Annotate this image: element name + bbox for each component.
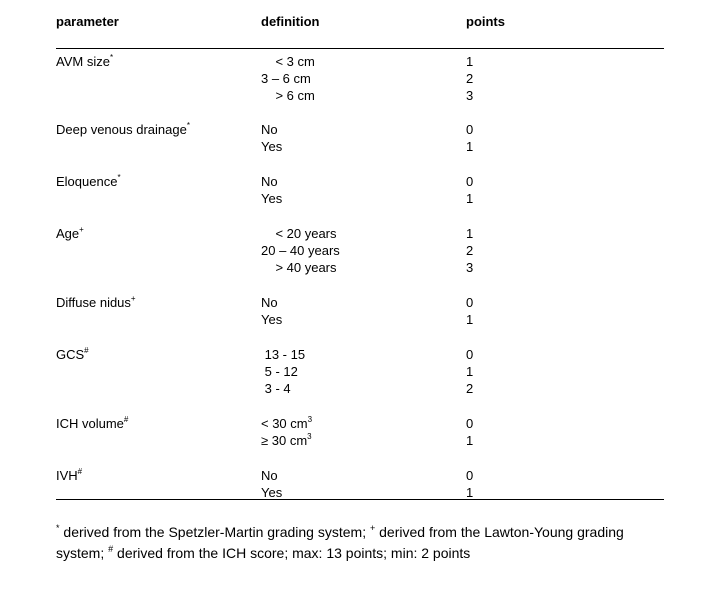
row-parameter-cell [56, 225, 84, 242]
definition-text: > 6 cm [261, 88, 315, 103]
header-points: points [466, 14, 505, 29]
definition-line [261, 138, 282, 155]
bottom-rule [56, 499, 664, 500]
footnote-text-lawton: derived from the Lawton-Young grading system; [56, 524, 624, 561]
definition-text: < 3 cm [261, 54, 315, 69]
row-definition-cell [261, 467, 282, 501]
points-value: 0 [466, 122, 474, 137]
points-value: 3 [466, 260, 474, 275]
row-parameter-label: Deep venous drainage [56, 122, 187, 137]
definition-line [261, 467, 282, 484]
points-value: 0 [466, 347, 474, 362]
row-points-cell [466, 225, 473, 276]
row-definition-cell [261, 121, 282, 155]
definition-text: > 40 years [261, 260, 337, 275]
definition-text: < 20 years [261, 226, 337, 241]
footnote-mark-ich: # [108, 544, 114, 554]
definition-line [261, 432, 312, 449]
definition-text: ≥ 30 cm [261, 433, 308, 448]
row-definition-cell [261, 225, 340, 276]
points-value: 1 [466, 226, 474, 241]
definition-line [261, 380, 305, 397]
points-value: 1 [466, 364, 474, 379]
row-parameter-mark: + [79, 225, 84, 234]
points-value: 2 [466, 243, 474, 258]
header-parameter: parameter [56, 14, 119, 29]
definition-text: No [261, 295, 278, 310]
definition-text: < 30 cm [261, 416, 308, 431]
points-value: 2 [466, 381, 474, 396]
definition-line [261, 415, 312, 432]
definition-line [261, 70, 315, 87]
row-points-cell [466, 467, 473, 501]
row-parameter-cell [56, 294, 136, 311]
definition-text: 3 - 4 [261, 381, 291, 396]
points-value: 0 [466, 416, 474, 431]
row-parameter-mark: # [77, 467, 83, 476]
row-parameter-cell [56, 173, 121, 190]
definition-line [261, 363, 305, 380]
row-parameter-label: Diffuse nidus [56, 295, 131, 310]
definition-text: 13 - 15 [261, 347, 306, 362]
row-parameter-mark: # [123, 415, 129, 424]
definition-text: 5 - 12 [261, 364, 298, 379]
row-definition-cell [261, 173, 282, 207]
row-definition-cell [261, 415, 312, 449]
row-parameter-label: Eloquence [56, 174, 118, 189]
row-parameter-label: ICH volume [56, 416, 124, 431]
footnote-text-spetzler: derived from the Spetzler-Martin grading system; [59, 524, 370, 540]
row-parameter-mark: + [130, 294, 136, 303]
definition-line [261, 190, 282, 207]
row-points-cell [466, 415, 473, 449]
points-value: 0 [466, 295, 474, 310]
points-value: 2 [466, 71, 474, 86]
definition-line [261, 53, 315, 70]
row-points-cell [466, 121, 473, 155]
row-points-cell [466, 346, 473, 397]
definition-line [261, 225, 340, 242]
row-parameter-label: GCS [56, 347, 85, 362]
row-parameter-cell [56, 121, 190, 138]
row-parameter-label: Age [56, 226, 80, 241]
points-value: 1 [466, 433, 474, 448]
definition-text: No [261, 122, 278, 137]
points-value: 1 [466, 191, 474, 206]
definition-text: Yes [261, 485, 283, 500]
definition-line [261, 121, 282, 138]
definition-line [261, 173, 282, 190]
points-value: 3 [466, 88, 474, 103]
row-parameter-cell [56, 53, 113, 70]
row-parameter-mark: * [186, 121, 190, 130]
row-parameter-cell [56, 467, 82, 484]
points-value: 1 [466, 312, 474, 327]
definition-text: No [261, 468, 278, 483]
row-points-cell [466, 173, 473, 207]
definition-superscript: 3 [307, 432, 312, 441]
definition-line [261, 294, 282, 311]
footnote-text-ich: derived from the ICH score; max: 13 points; min: 2 points [113, 545, 471, 561]
definition-text: Yes [261, 139, 283, 154]
row-parameter-label: IVH [56, 468, 78, 483]
header-definition: definition [261, 14, 320, 29]
footnote [56, 522, 666, 564]
row-parameter-mark: * [117, 173, 121, 182]
row-parameter-cell [56, 415, 128, 432]
points-value: 1 [466, 139, 474, 154]
definition-line [261, 346, 305, 363]
definition-text: Yes [261, 191, 283, 206]
row-parameter-label: AVM size [56, 54, 110, 69]
definition-text: Yes [261, 312, 283, 327]
definition-superscript: 3 [307, 415, 313, 424]
definition-line [261, 87, 315, 104]
row-points-cell [466, 53, 473, 104]
definition-text: 3 – 6 cm [261, 71, 311, 86]
points-value: 0 [466, 468, 474, 483]
definition-line [261, 311, 282, 328]
definition-line [261, 242, 340, 259]
footnote-mark-spetzler: * [56, 523, 60, 533]
row-definition-cell [261, 346, 305, 397]
footnote-mark-lawton: + [369, 523, 376, 533]
row-definition-cell [261, 53, 315, 104]
row-parameter-mark: * [109, 53, 114, 62]
definition-text: No [261, 174, 278, 189]
definition-line [261, 259, 340, 276]
points-value: 1 [466, 485, 474, 500]
row-parameter-mark: # [84, 346, 89, 355]
row-points-cell [466, 294, 473, 328]
points-value: 0 [466, 174, 474, 189]
row-parameter-cell [56, 346, 89, 363]
row-definition-cell [261, 294, 282, 328]
header-rule [56, 48, 664, 49]
points-value: 1 [466, 54, 474, 69]
definition-text: 20 – 40 years [261, 243, 340, 258]
